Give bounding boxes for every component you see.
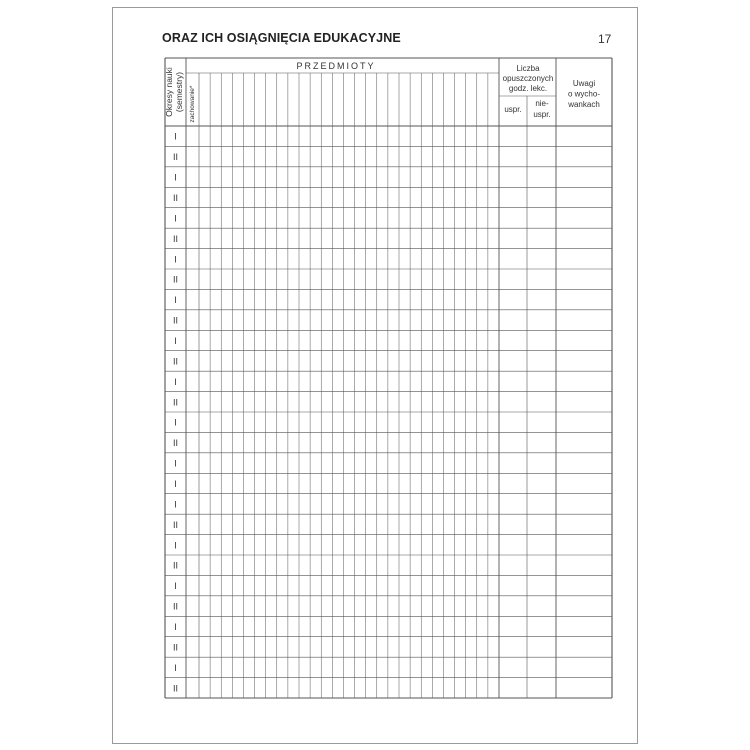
period-label: II [172, 233, 179, 244]
period-label: I [174, 458, 177, 469]
period-label: I [174, 295, 177, 306]
remarks-header: wankach [568, 100, 600, 109]
period-label: II [172, 519, 179, 530]
absences-header: Liczba [516, 64, 540, 73]
period-label: II [172, 356, 179, 367]
period-label: II [172, 438, 179, 449]
behavior-header: zachowanie* [189, 85, 196, 123]
period-label: I [174, 662, 177, 673]
absences-header: opuszczonych [502, 74, 554, 83]
unexcused-header: nie- [535, 99, 549, 108]
period-label: I [174, 499, 177, 510]
page-number: 17 [598, 32, 612, 46]
period-label: I [174, 417, 177, 428]
page-title: ORAZ ICH OSIĄGNIĘCIA EDUKACYJNE [162, 31, 401, 45]
period-label: I [174, 336, 177, 346]
period-label: II [172, 274, 179, 285]
period-label: II [172, 683, 179, 694]
period-label: I [174, 581, 177, 592]
period-label: I [174, 213, 177, 224]
period-label: II [172, 315, 179, 326]
subjects-header: PRZEDMIOTY [296, 61, 376, 71]
period-label: I [174, 131, 177, 142]
period-label: I [174, 479, 177, 489]
period-label: I [174, 376, 177, 387]
period-label: I [174, 172, 177, 183]
absences-header: godz. lekc. [508, 84, 548, 93]
periods-header: Okresy nauki [164, 67, 174, 117]
remarks-header: o wycho- [567, 89, 601, 99]
unexcused-header: uspr. [533, 110, 551, 119]
period-label: II [172, 397, 179, 408]
period-label: I [174, 622, 177, 632]
period-label: II [172, 601, 179, 612]
periods-header: (semestry) [174, 71, 184, 113]
period-label: I [174, 540, 177, 551]
excused-header: uspr. [504, 105, 522, 114]
period-label: II [172, 560, 179, 571]
period-label: II [172, 152, 179, 163]
period-label: II [172, 642, 179, 653]
period-label: I [174, 254, 177, 265]
remarks-header: Uwagi [572, 79, 596, 88]
period-label: II [172, 193, 179, 203]
